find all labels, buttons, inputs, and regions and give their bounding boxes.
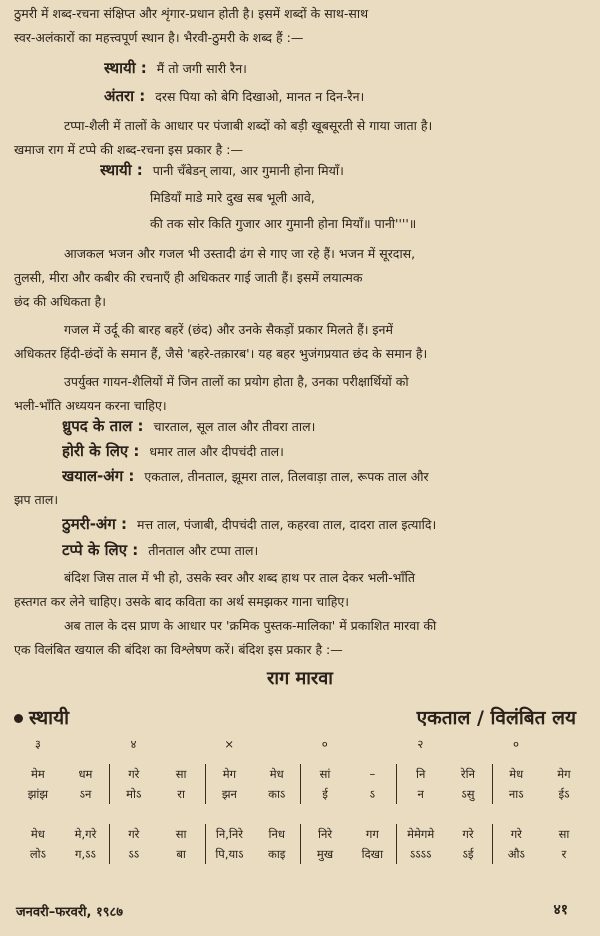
- sthayi-heading: [14, 704, 69, 730]
- swar-cell: मेध: [30, 826, 45, 841]
- bol-cell: पि,याऽ: [215, 846, 244, 861]
- beat-mark: ३: [34, 736, 41, 751]
- intro-line-1: ठुमरी में शब्द-रचना संक्षिप्त और शृंगार-प्रधान होती है। इसमें शब्दों के साथ-साथ: [14, 6, 369, 21]
- bol-cell: झांझ: [27, 786, 49, 801]
- swar-cell: मेध: [509, 766, 524, 781]
- beat-mark: ४: [130, 736, 137, 751]
- beat-mark: [253, 734, 301, 754]
- bandish-line-2: हस्तगत कर लेने चाहिए। उसके बाद कविता का अर्थ समझकर गाना चाहिए।: [14, 594, 349, 609]
- tappa-sthayi: [100, 160, 590, 180]
- raga-title: राग मारवा: [267, 668, 333, 689]
- taal-item-text: एकताल, तीनताल, झूमरा ताल, तिलवाड़ा ताल, रूपक ताल और: [144, 469, 429, 484]
- swar-cell: सा: [157, 824, 205, 844]
- taal-item-khayal-cont: [14, 491, 590, 508]
- swar-cell: मेग: [222, 766, 237, 781]
- thumri-sthayi-text: मैं तो जगी सारी रैन।: [156, 61, 247, 76]
- beat-marks-row: [14, 734, 588, 754]
- bol-cell: लोऽ: [29, 846, 46, 861]
- intro-paragraph: [14, 2, 590, 50]
- swar-cell: गग: [349, 824, 397, 844]
- bol-cell: ऽऽऽऽ: [409, 846, 432, 861]
- tappa-paragraph: [14, 114, 590, 162]
- swar-cell: सा: [157, 764, 205, 784]
- tappa-line-1: टप्पा-शैली में तालों के आधार पर पंजाबी शब्दों को बड़ी खूबसूरती से गाया जाता है।: [64, 118, 433, 133]
- bol-cell: औऽ: [507, 846, 525, 861]
- taal-item-text: तीनताल और टप्पा ताल।: [148, 543, 259, 558]
- swar-cell: मेमेगमे: [407, 826, 435, 841]
- bol-cell: दिखा: [349, 844, 397, 864]
- thumri-antara-label: अंतरा :: [104, 87, 146, 105]
- usage-line-2: भली-भाँति अध्ययन करना चाहिए।: [14, 398, 167, 413]
- bhajan-line-2: तुलसी, मीरा और कबीर की रचनाएँ ही अधिकतर गाई जाती हैं। इसमें लयात्मक: [14, 270, 363, 285]
- bhajan-line-3: छंद की अधिकता है।: [14, 294, 106, 309]
- bol-cell: र: [561, 846, 567, 861]
- bol-cell: ईऽ: [558, 786, 570, 801]
- beat-mark: २: [417, 736, 424, 751]
- taal-item-label: ध्रुपद के ताल :: [62, 417, 144, 435]
- bol-cell: झन: [221, 786, 237, 801]
- beat-mark: ०: [513, 736, 520, 751]
- bol-cell: नाऽ: [508, 786, 524, 801]
- swar-cell: निरे: [317, 826, 333, 841]
- bol-cell: ऽन: [62, 784, 110, 804]
- taal-item-label: टप्पे के लिए :: [62, 541, 139, 559]
- bol-cell: न: [417, 786, 424, 801]
- swar-cell: सा: [558, 826, 570, 841]
- taal-item-label: होरी के लिए :: [62, 442, 140, 460]
- bol-cell: ऽई: [444, 844, 492, 864]
- taal-item-thumri: [62, 514, 590, 534]
- beat-mark: ०: [321, 736, 328, 751]
- tappa-verse-line-1: पानी चँबेडन् लाया, आर गुमानी होना मियाँ।: [152, 163, 344, 178]
- swar-cell: मे,गरे: [62, 824, 110, 844]
- bhajan-paragraph: [14, 242, 590, 314]
- gazal-paragraph: [14, 318, 590, 366]
- tappa-verse-line-2: मिडियाँ माडे मारे दुख सब भूली आवे,: [150, 190, 315, 205]
- bol-cell: ऽऽ: [128, 846, 140, 861]
- taal-item-label: खयाल-अंग :: [62, 467, 135, 485]
- bol-row: [14, 784, 588, 804]
- bullet-icon: [14, 714, 23, 723]
- taal-item-text: मत्त ताल, पंजाबी, दीपचंदी ताल, कहरवा ताल, दादरा ताल इत्यादि।: [137, 517, 437, 532]
- bol-row: [14, 844, 588, 864]
- thumri-antara: [104, 86, 590, 106]
- taal-item-dhrupad: [62, 416, 590, 436]
- swar-cell: गरे: [128, 826, 140, 841]
- bol-cell: काऽ: [253, 784, 301, 804]
- bol-cell: ऽसु: [444, 784, 492, 804]
- swar-cell: नि: [415, 766, 426, 781]
- swar-cell: गरे: [510, 826, 522, 841]
- gazal-line-1: गजल में उर्दू की बारह बहरें (छंद) और उनके सैकड़ों प्रकार मिलते हैं। इनमें: [64, 322, 393, 337]
- swar-row: [14, 764, 588, 784]
- bol-cell: रा: [157, 784, 205, 804]
- thumri-sthayi: [104, 58, 590, 78]
- taal-item-text: झप ताल।: [14, 492, 59, 507]
- beat-mark: ×: [224, 737, 234, 751]
- bol-cell: मोऽ: [126, 786, 142, 801]
- bandish-line-4: एक विलंबित खयाल की बंदिश का विश्लेषण करें। बंदिश इस प्रकार है :—: [14, 642, 343, 657]
- bol-cell: बा: [157, 844, 205, 864]
- taal-heading: एकताल / विलंबित लय: [416, 707, 576, 729]
- gazal-line-2: अधिकतर हिंदी-छंदों के समान हैं, जैसे 'बहरे-तक़ारब'। यह बहर भुजंगप्रयात छंद के समान है।: [14, 346, 428, 361]
- swar-cell: मेध: [253, 764, 301, 784]
- swar-cell: गरे: [444, 824, 492, 844]
- swar-cell: मेग: [557, 766, 571, 781]
- taal-item-tappa: [62, 540, 590, 560]
- tappa-line-2: खमाज राग में टप्पे की शब्द-रचना इस प्रकार है :—: [14, 142, 243, 157]
- bol-cell: ऽ: [349, 784, 397, 804]
- swar-cell: रेनि: [444, 764, 492, 784]
- tappa-verse-line-3: की तक सोर किति गुजार आर गुमानी होना मियाँ॥ पानी''''॥: [150, 216, 417, 231]
- swar-cell: सां: [319, 766, 331, 781]
- usage-line-1: उपर्युक्त गायन-शैलियों में जिन तालों का प्रयोग होता है, उनका परीक्षार्थियों को: [64, 374, 409, 389]
- taal-item-khayal: [62, 466, 590, 486]
- bol-cell: मुख: [316, 846, 334, 861]
- thumri-sthayi-label: स्थायी :: [104, 59, 147, 77]
- swar-row: [14, 824, 588, 844]
- bol-cell: ग,ऽऽ: [62, 844, 110, 864]
- beat-mark: [157, 734, 205, 754]
- beat-mark: [444, 734, 492, 754]
- swar-cell: मेम: [31, 766, 45, 781]
- bol-cell: काइ: [253, 844, 301, 864]
- beat-mark: [349, 734, 397, 754]
- bandish-line-1: बंदिश जिस ताल में भी हो, उसके स्वर और शब्द हाथ पर ताल देकर भली-भाँति: [64, 570, 415, 585]
- bol-cell: ई: [322, 786, 328, 801]
- swar-cell: गरे: [128, 766, 140, 781]
- bandish-line-3: अब ताल के दस प्राण के आधार पर 'क्रमिक पुस्तक-मालिका' में प्रकाशित मारवा की: [64, 618, 437, 633]
- notation-table: [14, 734, 588, 864]
- sthayi-heading-text: स्थायी: [29, 707, 70, 729]
- taal-item-text: धमार ताल और दीपचंदी ताल।: [149, 444, 284, 459]
- tappa-sthayi-label: स्थायी :: [100, 161, 143, 179]
- intro-line-2: स्वर-अलंकारों का महत्त्वपूर्ण स्थान है। भैरवी-ठुमरी के शब्द हैं :—: [14, 30, 304, 45]
- swar-cell: नि,निरे: [215, 826, 243, 841]
- thumri-antara-text: दरस पिया को बेगि दिखाओ, मानत न दिन-रैन।: [155, 89, 365, 104]
- usage-paragraph: [14, 370, 590, 418]
- swar-cell: धम: [62, 764, 110, 784]
- swar-cell: निध: [253, 824, 301, 844]
- swar-cell: –: [349, 764, 397, 784]
- footer-date: जनवरी–फरवरी, १९८७: [16, 905, 124, 920]
- beat-mark: [62, 734, 110, 754]
- beat-mark: [540, 734, 588, 754]
- page-number: ४१: [553, 902, 568, 918]
- taal-item-text: चारताल, सूल ताल और तीवरा ताल।: [153, 419, 316, 434]
- bhajan-line-1: आजकल भजन और गजल भी उस्तादी ढंग से गाए जा रहे हैं। भजन में सूरदास,: [64, 246, 416, 261]
- taal-item-label: ठुमरी-अंग :: [62, 515, 128, 533]
- bandish-paragraph: [14, 566, 590, 662]
- taal-item-hori: [62, 441, 590, 461]
